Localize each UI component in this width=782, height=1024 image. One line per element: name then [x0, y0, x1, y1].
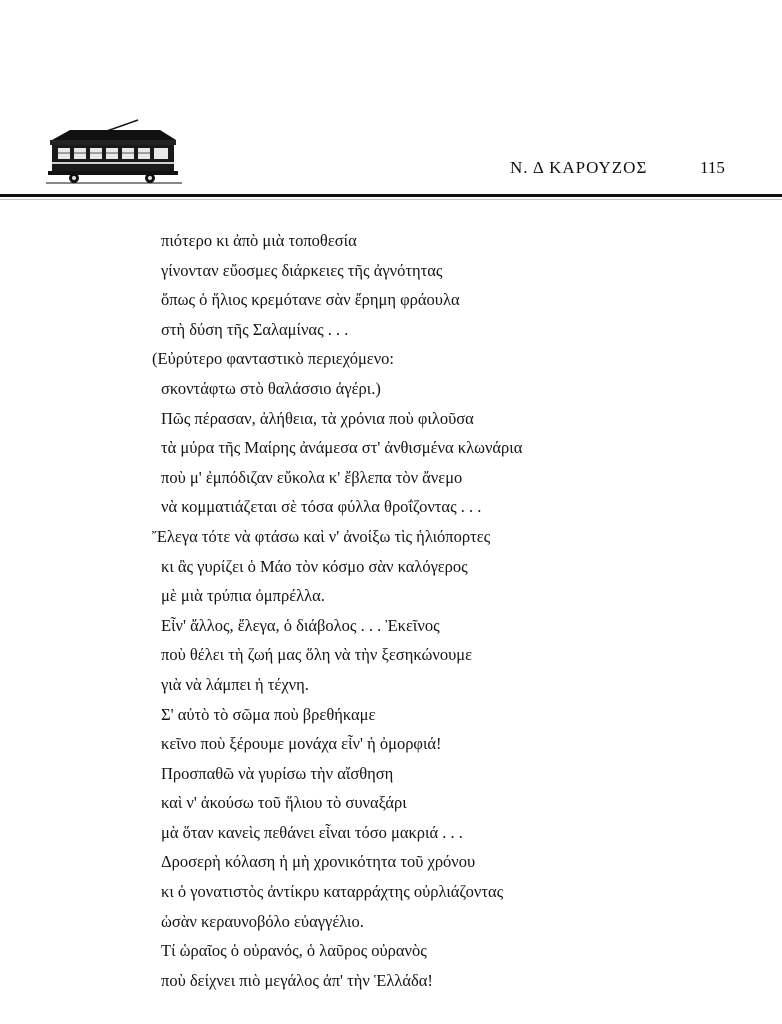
poem-line: ποὺ θέλει τὴ ζωή μας ὅλη νὰ τὴν ξεσηκώνουμε: [161, 645, 473, 665]
poem-line: σκοντάφτω στὸ θαλάσσιο ἀγέρι.): [161, 378, 381, 398]
poem-line: (Εὐρύτερο φανταστικὸ περιεχόμενο:: [152, 349, 395, 369]
poem-line: μὰ ὅταν κανεὶς πεθάνει εἶναι τόσο μακριά . . .: [161, 822, 463, 842]
poem-line: ὅπως ὁ ἥλιος κρεμότανε σὰν ἔρημη φράουλα: [161, 290, 460, 310]
tram-illustration-icon: [46, 118, 182, 184]
poem-line: ὡσὰν κεραυνοβόλο εὐαγγέλιο.: [161, 911, 364, 931]
poem-line: Πῶς πέρασαν, ἀλήθεια, τὰ χρόνια ποὺ φιλοῦσα: [161, 408, 474, 428]
poem-line: Προσπαθῶ νὰ γυρίσω τὴν αἴσθηση: [161, 763, 394, 783]
page-number: 115: [700, 158, 725, 177]
poem-line: κι ὁ γονατιστὸς ἀντίκρυ καταρράχτης οὐρλιάζοντας: [161, 882, 504, 902]
poem-line: Τί ὡραῖος ὁ οὐρανός, ὁ λαῦρος οὐρανὸς: [161, 941, 427, 961]
running-head-author: Ν. Δ ΚΑΡΟΥΖΟΣ: [510, 158, 648, 177]
poem-line: Εἶν' ἄλλος, ἔλεγα, ὁ διάβολος . . . Ἐκεῖνος: [161, 615, 440, 635]
poem-line: κι ἂς γυρίζει ὁ Μάο τὸν κόσμο σὰν καλόγερος: [161, 556, 468, 576]
poem-line: γιὰ νὰ λάμπει ἡ τέχνη.: [161, 674, 309, 694]
poem-line: Ἔλεγα τότε νὰ φτάσω καὶ ν' ἀνοίξω τὶς ἡλιόπορτες: [152, 526, 491, 546]
poem-line: ποὺ δείχνει πιὸ μεγάλος ἀπ' τὴν Ἑλλάδα!: [161, 970, 433, 990]
poem-line: Σ' αὐτὸ τὸ σῶμα ποὺ βρεθήκαμε: [161, 704, 376, 724]
poem-line: ποὺ μ' ἐμπόδιζαν εὔκολα κ' ἔβλεπα τὸν ἄνεμο: [161, 467, 463, 487]
poem-line: στὴ δύση τῆς Σαλαμίνας . . .: [161, 319, 349, 339]
header-rule: [0, 194, 782, 197]
poem-line: τὰ μύρα τῆς Μαίρης ἀνάμεσα στ' ἀνθισμένα κλωνάρια: [161, 438, 523, 458]
poem-body: [152, 226, 522, 995]
poem-line: γίνονταν εὔοσμες διάρκειες τῆς ἀγνότητας: [161, 260, 443, 280]
poem-line: κεῖνο ποὺ ξέρουμε μονάχα εἶν' ἡ ὀμορφιά!: [161, 734, 442, 754]
poem-line: Δροσερὴ κόλαση ἡ μὴ χρονικότητα τοῦ χρόνου: [161, 852, 476, 872]
poem-line: μὲ μιὰ τρύπια ὀμπρέλλα.: [161, 586, 325, 606]
poem-line: καὶ ν' ἀκούσω τοῦ ἥλιου τὸ συναξάρι: [161, 793, 407, 813]
poem-line: πιότερο κι ἀπὸ μιὰ τοποθεσία: [161, 231, 357, 250]
header-rule-shadow: [0, 199, 782, 200]
poem-line: νὰ κομματιάζεται σὲ τόσα φύλλα θροΐζοντας . . .: [161, 497, 482, 517]
